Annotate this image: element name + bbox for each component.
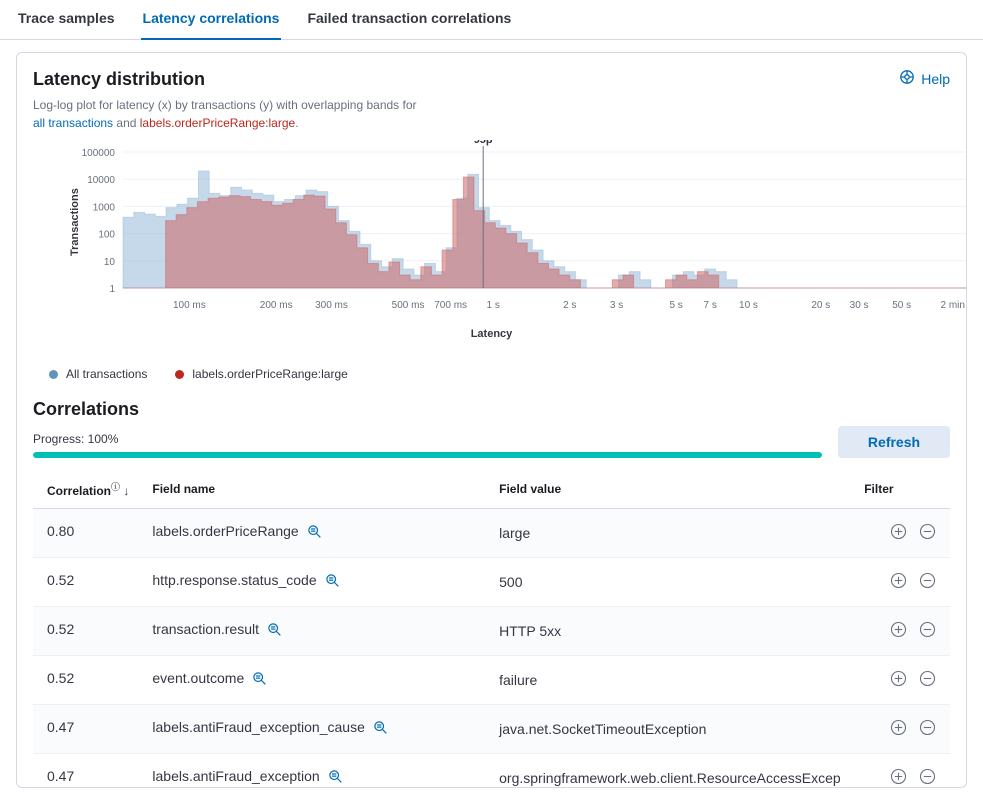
field-value-text: HTTP 5xx	[499, 623, 562, 639]
table-header-row	[33, 474, 950, 509]
svg-text:30 s: 30 s	[849, 300, 869, 311]
description-text: Log-log plot for latency (x) by transactions (y) with overlapping bands for	[33, 98, 417, 112]
chart-legend	[49, 367, 950, 381]
column-header-correlation-label: Correlation	[47, 484, 112, 498]
table-row[interactable]	[33, 754, 950, 789]
cell-field-value	[491, 607, 856, 656]
field-name-text: http.response.status_code	[152, 572, 317, 588]
description-and: and	[116, 116, 137, 130]
all-transactions-link[interactable]: all transactions	[33, 116, 114, 130]
filter-include-icon[interactable]	[890, 572, 907, 592]
svg-text:700 ms: 700 ms	[434, 300, 468, 311]
svg-text:2 s: 2 s	[563, 300, 577, 311]
filter-exclude-icon[interactable]	[919, 621, 936, 641]
cell-correlation: 0.52	[33, 607, 144, 656]
filter-exclude-icon[interactable]	[919, 719, 936, 739]
field-value-text: 500	[499, 574, 523, 590]
help-icon	[899, 69, 915, 88]
panel-header	[33, 69, 950, 96]
tab-failed-transaction-correlations[interactable]: Failed transaction correlations	[307, 10, 512, 26]
cell-filter-actions	[856, 656, 950, 705]
svg-text:20 s: 20 s	[811, 300, 831, 311]
cell-field-name	[144, 558, 491, 607]
x-axis-title: Latency	[470, 328, 513, 340]
cell-correlation: 0.47	[33, 754, 144, 789]
filter-exclude-icon[interactable]	[919, 572, 936, 592]
progress-fill	[33, 452, 822, 458]
svg-text:500 ms: 500 ms	[391, 300, 425, 311]
svg-text:100: 100	[98, 229, 115, 241]
table-row[interactable]	[33, 607, 950, 656]
order-price-range-link[interactable]: labels.orderPriceRange:large	[139, 116, 296, 130]
legend-item-order-price-range[interactable]	[175, 367, 347, 381]
svg-text:3 s: 3 s	[609, 300, 624, 311]
correlations-title: Correlations	[33, 399, 140, 419]
svg-text:200 ms: 200 ms	[259, 300, 293, 311]
cell-field-name	[144, 656, 491, 705]
svg-text:300 ms: 300 ms	[315, 300, 348, 311]
table-row[interactable]	[33, 656, 950, 705]
latency-distribution-chart[interactable]	[33, 140, 965, 355]
svg-text:95p: 95p	[473, 140, 493, 146]
cell-field-name	[144, 607, 491, 656]
cell-field-value	[491, 656, 856, 705]
svg-text:50 s: 50 s	[892, 300, 912, 311]
magnify-icon[interactable]	[267, 622, 282, 637]
svg-text:7 s: 7 s	[703, 300, 717, 311]
svg-text:1 s: 1 s	[486, 300, 500, 311]
filter-include-icon[interactable]	[890, 523, 907, 543]
refresh-button[interactable]: Refresh	[838, 426, 950, 458]
table-row[interactable]	[33, 558, 950, 607]
tab-latency-correlations[interactable]: Latency correlations	[141, 0, 282, 40]
cell-field-name	[144, 509, 491, 558]
filter-exclude-icon[interactable]	[919, 670, 936, 690]
svg-text:10000: 10000	[87, 175, 115, 187]
magnify-icon[interactable]	[307, 524, 322, 539]
correlations-table	[33, 474, 950, 788]
svg-text:1000: 1000	[92, 202, 115, 214]
table-row[interactable]	[33, 705, 950, 754]
field-value-text: org.springframework.web.client.ResourceAccessExcep	[499, 770, 841, 786]
cell-correlation: 0.80	[33, 509, 144, 558]
tab-trace-samples[interactable]: Trace samples	[18, 10, 115, 26]
cell-correlation: 0.52	[33, 656, 144, 705]
column-header-field-value[interactable]: Field value	[491, 474, 856, 509]
magnify-icon[interactable]	[328, 769, 343, 784]
column-header-filter: Filter	[856, 474, 950, 509]
cell-filter-actions	[856, 754, 950, 789]
field-name-text: labels.antiFraud_exception_cause	[152, 719, 365, 735]
legend-dot-blue	[49, 370, 58, 379]
help-label: Help	[921, 70, 950, 87]
svg-text:10: 10	[103, 256, 115, 268]
field-value-text: failure	[499, 672, 538, 688]
column-header-field-name[interactable]: Field name	[144, 474, 491, 509]
sort-descending-icon[interactable]: ↓	[123, 484, 130, 498]
cell-field-name	[144, 705, 491, 754]
legend-item-all-transactions[interactable]	[49, 367, 147, 381]
filter-include-icon[interactable]	[890, 621, 907, 641]
cell-field-value	[491, 558, 856, 607]
cell-filter-actions	[856, 705, 950, 754]
cell-field-value	[491, 705, 856, 754]
field-name-text: event.outcome	[152, 670, 245, 686]
page-title: Latency distribution	[33, 69, 206, 89]
svg-text:10 s: 10 s	[739, 300, 758, 311]
table-row[interactable]	[33, 509, 950, 558]
tab-bar	[0, 0, 983, 40]
svg-text:1: 1	[109, 284, 115, 295]
cell-field-value	[491, 754, 856, 789]
filter-exclude-icon[interactable]	[919, 523, 936, 543]
magnify-icon[interactable]	[325, 573, 340, 588]
cell-field-value	[491, 509, 856, 558]
info-icon[interactable]: ⓘ	[111, 482, 121, 492]
magnify-icon[interactable]	[252, 671, 267, 686]
progress-label: Progress: 100%	[33, 432, 119, 446]
field-value-text: large	[499, 525, 531, 541]
description-period: .	[295, 116, 299, 130]
field-value-text: java.net.SocketTimeoutException	[499, 721, 707, 737]
y-axis-title: Transactions	[69, 188, 81, 256]
field-name-text: transaction.result	[152, 621, 259, 637]
svg-text:100 ms: 100 ms	[172, 300, 206, 311]
column-header-correlation[interactable]	[33, 474, 144, 509]
chart-svg	[33, 140, 967, 340]
legend-label-all-transactions: All transactions	[66, 367, 148, 381]
filter-include-icon[interactable]	[890, 768, 907, 788]
field-name-text: labels.antiFraud_exception	[152, 768, 320, 784]
legend-dot-red	[175, 370, 184, 379]
cell-correlation: 0.47	[33, 705, 144, 754]
latency-correlations-panel	[16, 52, 967, 788]
svg-text:2 min: 2 min	[940, 300, 965, 311]
svg-text:100000: 100000	[81, 148, 115, 159]
filter-include-icon[interactable]	[890, 719, 907, 739]
cell-filter-actions	[856, 558, 950, 607]
help-button[interactable]	[899, 69, 950, 88]
field-name-text: labels.orderPriceRange	[152, 523, 299, 539]
progress-track	[33, 452, 822, 458]
filter-exclude-icon[interactable]	[919, 768, 936, 788]
cell-filter-actions	[856, 607, 950, 656]
filter-include-icon[interactable]	[890, 670, 907, 690]
cell-correlation: 0.52	[33, 558, 144, 607]
svg-text:5 s: 5 s	[669, 300, 683, 311]
cell-filter-actions	[856, 509, 950, 558]
panel-description	[33, 96, 673, 132]
progress-row	[33, 426, 950, 458]
cell-field-name	[144, 754, 491, 789]
magnify-icon[interactable]	[373, 720, 388, 735]
legend-label-order-price-range: labels.orderPriceRange:large	[192, 367, 348, 381]
